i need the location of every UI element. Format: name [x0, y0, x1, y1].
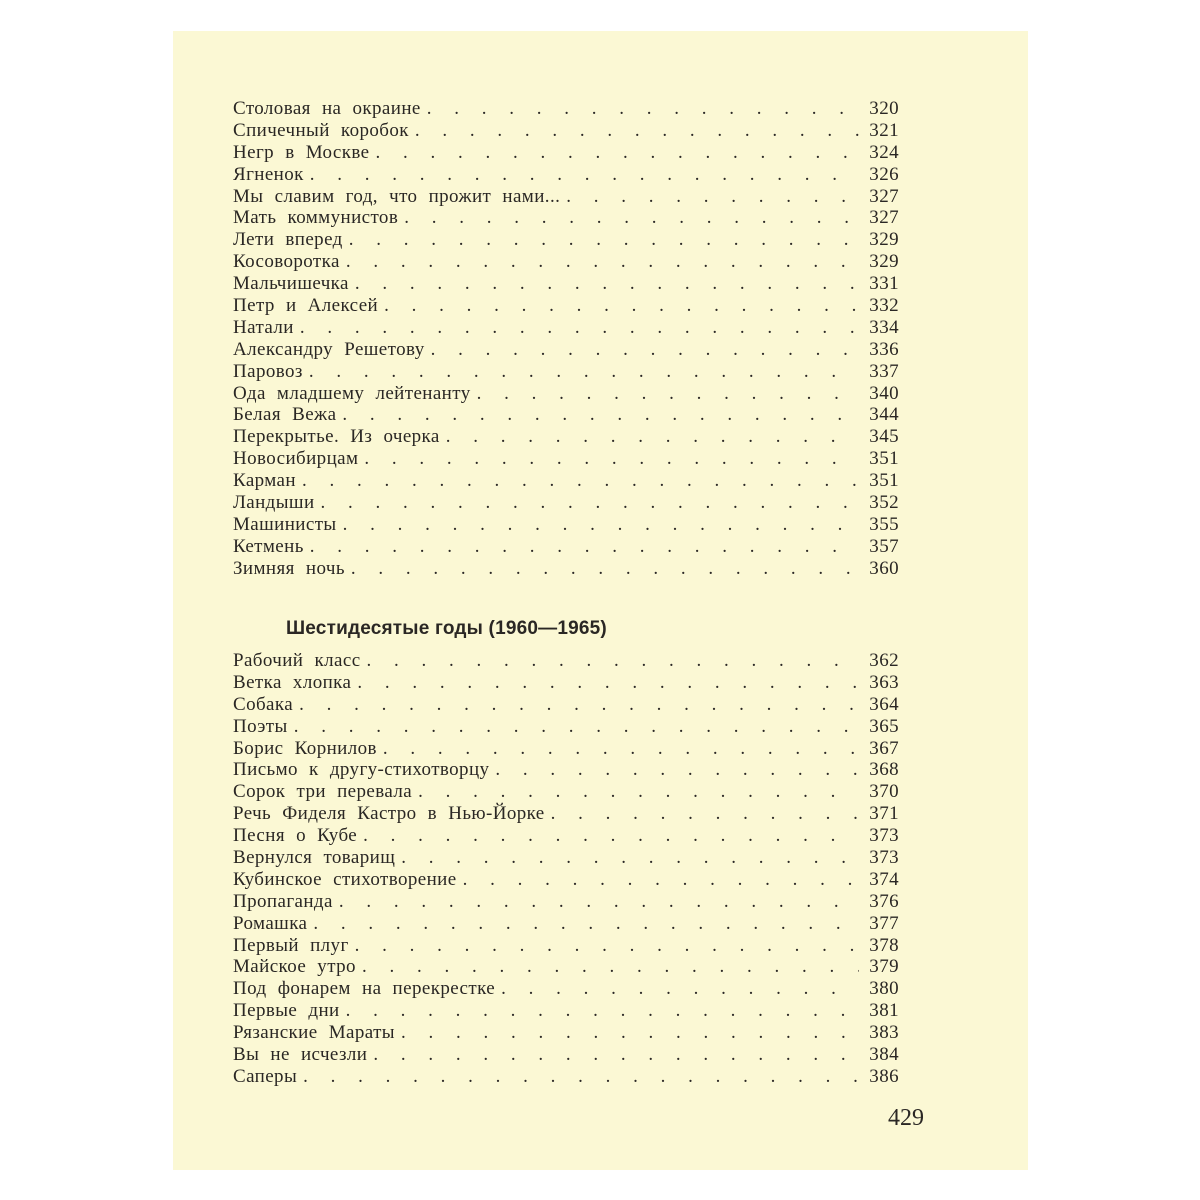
dot-leader	[299, 694, 859, 716]
toc-entry-page: 320	[869, 98, 899, 119]
toc-entry-title: Косоворотка	[233, 251, 340, 273]
dot-leader	[373, 1044, 859, 1066]
dot-leader	[415, 120, 859, 142]
toc-entry-title: Ветка хлопка	[233, 671, 352, 693]
toc-entry-title: Зимняя ночь	[233, 557, 345, 579]
toc-entry-title: Борис Корнилов	[233, 737, 377, 759]
toc-entry	[233, 1000, 899, 1022]
toc-entry-title: Лети вперед	[233, 229, 343, 251]
toc-entry-title: Рязанские Мараты	[233, 1022, 395, 1044]
toc-entry-title: Машинисты	[233, 513, 337, 535]
toc-entry	[233, 694, 899, 716]
dot-leader	[321, 492, 859, 514]
dot-leader	[310, 164, 859, 186]
dot-leader	[349, 229, 859, 251]
toc-entry	[233, 978, 899, 1000]
toc-entry	[233, 164, 899, 186]
toc-entry	[233, 492, 899, 514]
dot-leader	[310, 536, 859, 558]
toc-entry-title: Мать коммунистов	[233, 207, 399, 229]
toc-entry	[233, 470, 899, 492]
toc-entry	[233, 781, 899, 803]
toc-entry-title: Майское утро	[233, 956, 356, 978]
toc-entry-title: Сорок три перевала	[233, 781, 413, 803]
toc-entry-title: Спичечный коробок	[233, 119, 409, 141]
toc-entry	[233, 273, 899, 295]
toc-entry-page: 365	[869, 715, 899, 737]
toc-entry-title: Кетмень	[233, 535, 304, 557]
toc-entry-page: 324	[869, 141, 899, 163]
toc-entry-page: 344	[869, 404, 899, 426]
dot-leader	[384, 295, 859, 317]
dot-leader	[346, 251, 859, 273]
dot-leader	[404, 207, 859, 229]
dot-leader	[351, 558, 859, 580]
toc-entry-page: 383	[869, 1022, 899, 1044]
toc-entry	[233, 426, 899, 448]
toc-entry-title: Белая Вежа	[233, 404, 337, 426]
toc-entry-title: Под фонарем на перекрестке	[233, 978, 496, 1000]
toc-entry-page: 368	[869, 759, 899, 781]
toc-entry-page: 360	[869, 557, 899, 579]
toc-entry-title: Мальчишечка	[233, 273, 349, 295]
dot-leader	[342, 404, 859, 426]
dot-leader	[364, 448, 859, 470]
toc-entry	[233, 383, 899, 405]
toc-entry-title: Мы славим год, что прожит нами...	[233, 185, 561, 207]
toc-entry	[233, 448, 899, 470]
toc-list-1950s	[233, 98, 899, 580]
toc-entry-page: 373	[869, 825, 899, 847]
dot-leader	[343, 514, 859, 536]
toc-entry-page: 377	[869, 912, 899, 934]
toc-entry-title: Столовая на окраине	[233, 98, 421, 119]
dot-leader	[501, 978, 859, 1000]
toc-entry-page: 352	[869, 492, 899, 514]
dot-leader	[362, 956, 859, 978]
toc-entry-page: 374	[869, 868, 899, 890]
toc-entry	[233, 956, 899, 978]
toc-entry-page: 334	[869, 316, 899, 338]
toc-entry-page: 331	[869, 273, 899, 295]
toc-entry	[233, 536, 899, 558]
toc-entry-page: 351	[869, 470, 899, 492]
toc-entry	[233, 716, 899, 738]
dot-leader	[300, 317, 859, 339]
toc-entry-page: 379	[869, 956, 899, 978]
dot-leader	[355, 273, 859, 295]
dot-leader	[303, 1066, 859, 1088]
toc-entry-title: Негр в Москве	[233, 141, 370, 163]
toc-entry-title: Петр и Алексей	[233, 295, 379, 317]
toc-entry-title: Ягненок	[233, 163, 304, 185]
toc-list-1960s	[233, 650, 899, 1088]
toc-entry	[233, 514, 899, 536]
toc-entry-page: 362	[869, 650, 899, 671]
toc-entry-page: 355	[869, 513, 899, 535]
toc-entry-title: Речь Фиделя Кастро в Нью-Йорке	[233, 803, 545, 825]
toc-entry-title: Первый плуг	[233, 934, 349, 956]
toc-entry-title: Натали	[233, 316, 294, 338]
toc-entry-title: Рабочий класс	[233, 650, 361, 671]
toc-entry-page: 327	[869, 185, 899, 207]
toc-entry	[233, 295, 899, 317]
toc-entry-page: 332	[869, 295, 899, 317]
toc-entry	[233, 207, 899, 229]
dot-leader	[477, 383, 859, 405]
dot-leader	[551, 803, 859, 825]
toc-entry	[233, 803, 899, 825]
toc-entry-page: 367	[869, 737, 899, 759]
toc-entry-title: Вернулся товарищ	[233, 847, 396, 869]
dot-leader	[346, 1000, 859, 1022]
toc-entry	[233, 317, 899, 339]
dot-leader	[463, 869, 859, 891]
dot-leader	[401, 1022, 859, 1044]
dot-leader	[355, 935, 859, 957]
toc-entry-page: 337	[869, 360, 899, 382]
toc-entry-page: 371	[869, 803, 899, 825]
toc-entry-title: Пропаганда	[233, 890, 333, 912]
toc-entry-page: 326	[869, 163, 899, 185]
toc-entry-page: 380	[869, 978, 899, 1000]
toc-entry-page: 329	[869, 229, 899, 251]
toc-entry-title: Вы не исчезли	[233, 1044, 368, 1066]
toc-entry-title: Первые дни	[233, 1000, 340, 1022]
toc-entry	[233, 913, 899, 935]
page-number: 429	[888, 1105, 924, 1131]
toc-entry	[233, 1044, 899, 1066]
dot-leader	[313, 913, 859, 935]
dot-leader	[401, 847, 859, 869]
toc-entry	[233, 186, 899, 208]
toc-entry-page: 336	[869, 338, 899, 360]
toc-entry-page: 363	[869, 671, 899, 693]
dot-leader	[383, 738, 859, 760]
dot-leader	[495, 759, 859, 781]
toc-entry-page: 364	[869, 693, 899, 715]
toc-entry-page: 351	[869, 448, 899, 470]
toc-entry-page: 386	[869, 1065, 899, 1087]
toc-entry	[233, 229, 899, 251]
toc-entry-page: 329	[869, 251, 899, 273]
dot-leader	[427, 98, 859, 120]
toc-entry-title: Песня о Кубе	[233, 825, 358, 847]
toc-entry	[233, 1066, 899, 1088]
toc-entry	[233, 650, 899, 672]
book-page	[173, 31, 1028, 1170]
toc-entry	[233, 672, 899, 694]
toc-entry-page: 378	[869, 934, 899, 956]
toc-entry	[233, 251, 899, 273]
toc-entry	[233, 339, 899, 361]
toc-entry-title: Карман	[233, 470, 296, 492]
dot-leader	[294, 716, 859, 738]
toc-entry-title: Перекрытье. Из очерка	[233, 426, 440, 448]
dot-leader	[357, 672, 859, 694]
toc-entry-page: 321	[869, 119, 899, 141]
dot-leader	[375, 142, 859, 164]
toc-entry-title: Новосибирцам	[233, 448, 359, 470]
dot-leader	[566, 186, 859, 208]
toc-entry-page: 340	[869, 382, 899, 404]
dot-leader	[309, 361, 859, 383]
toc-entry-page: 327	[869, 207, 899, 229]
dot-leader	[367, 650, 859, 672]
toc-entry-title: Ландыши	[233, 492, 315, 514]
toc-entry	[233, 120, 899, 142]
toc-entry	[233, 98, 899, 120]
toc-entry-page: 373	[869, 847, 899, 869]
toc-entry	[233, 759, 899, 781]
toc-entry-page: 381	[869, 1000, 899, 1022]
toc-entry-title: Александру Решетову	[233, 338, 425, 360]
toc-entry-title: Поэты	[233, 715, 288, 737]
toc-entry-title: Ода младшему лейтенанту	[233, 382, 471, 404]
section-heading: Шестидесятые годы (1960—1965)	[286, 618, 607, 639]
toc-entry-page: 370	[869, 781, 899, 803]
toc-entry	[233, 1022, 899, 1044]
toc-entry-page: 384	[869, 1044, 899, 1066]
toc-entry	[233, 361, 899, 383]
toc-entry	[233, 891, 899, 913]
toc-entry	[233, 404, 899, 426]
toc-entry	[233, 738, 899, 760]
toc-entry-page: 357	[869, 535, 899, 557]
toc-entry-title: Письмо к другу-стихотворцу	[233, 759, 490, 781]
dot-leader	[446, 426, 859, 448]
dot-leader	[363, 825, 859, 847]
toc-entry-title: Саперы	[233, 1065, 298, 1087]
toc-entry	[233, 847, 899, 869]
dot-leader	[302, 470, 859, 492]
toc-entry	[233, 558, 899, 580]
toc-entry-page: 345	[869, 426, 899, 448]
toc-entry-title: Паровоз	[233, 360, 303, 382]
toc-entry	[233, 825, 899, 847]
toc-entry-title: Собака	[233, 693, 294, 715]
toc-entry-title: Кубинское стихотворение	[233, 868, 457, 890]
toc-entry-page: 376	[869, 890, 899, 912]
toc-entry-title: Ромашка	[233, 912, 308, 934]
toc-entry	[233, 935, 899, 957]
dot-leader	[418, 781, 859, 803]
toc-entry	[233, 142, 899, 164]
toc-entry	[233, 869, 899, 891]
dot-leader	[431, 339, 859, 361]
dot-leader	[339, 891, 859, 913]
